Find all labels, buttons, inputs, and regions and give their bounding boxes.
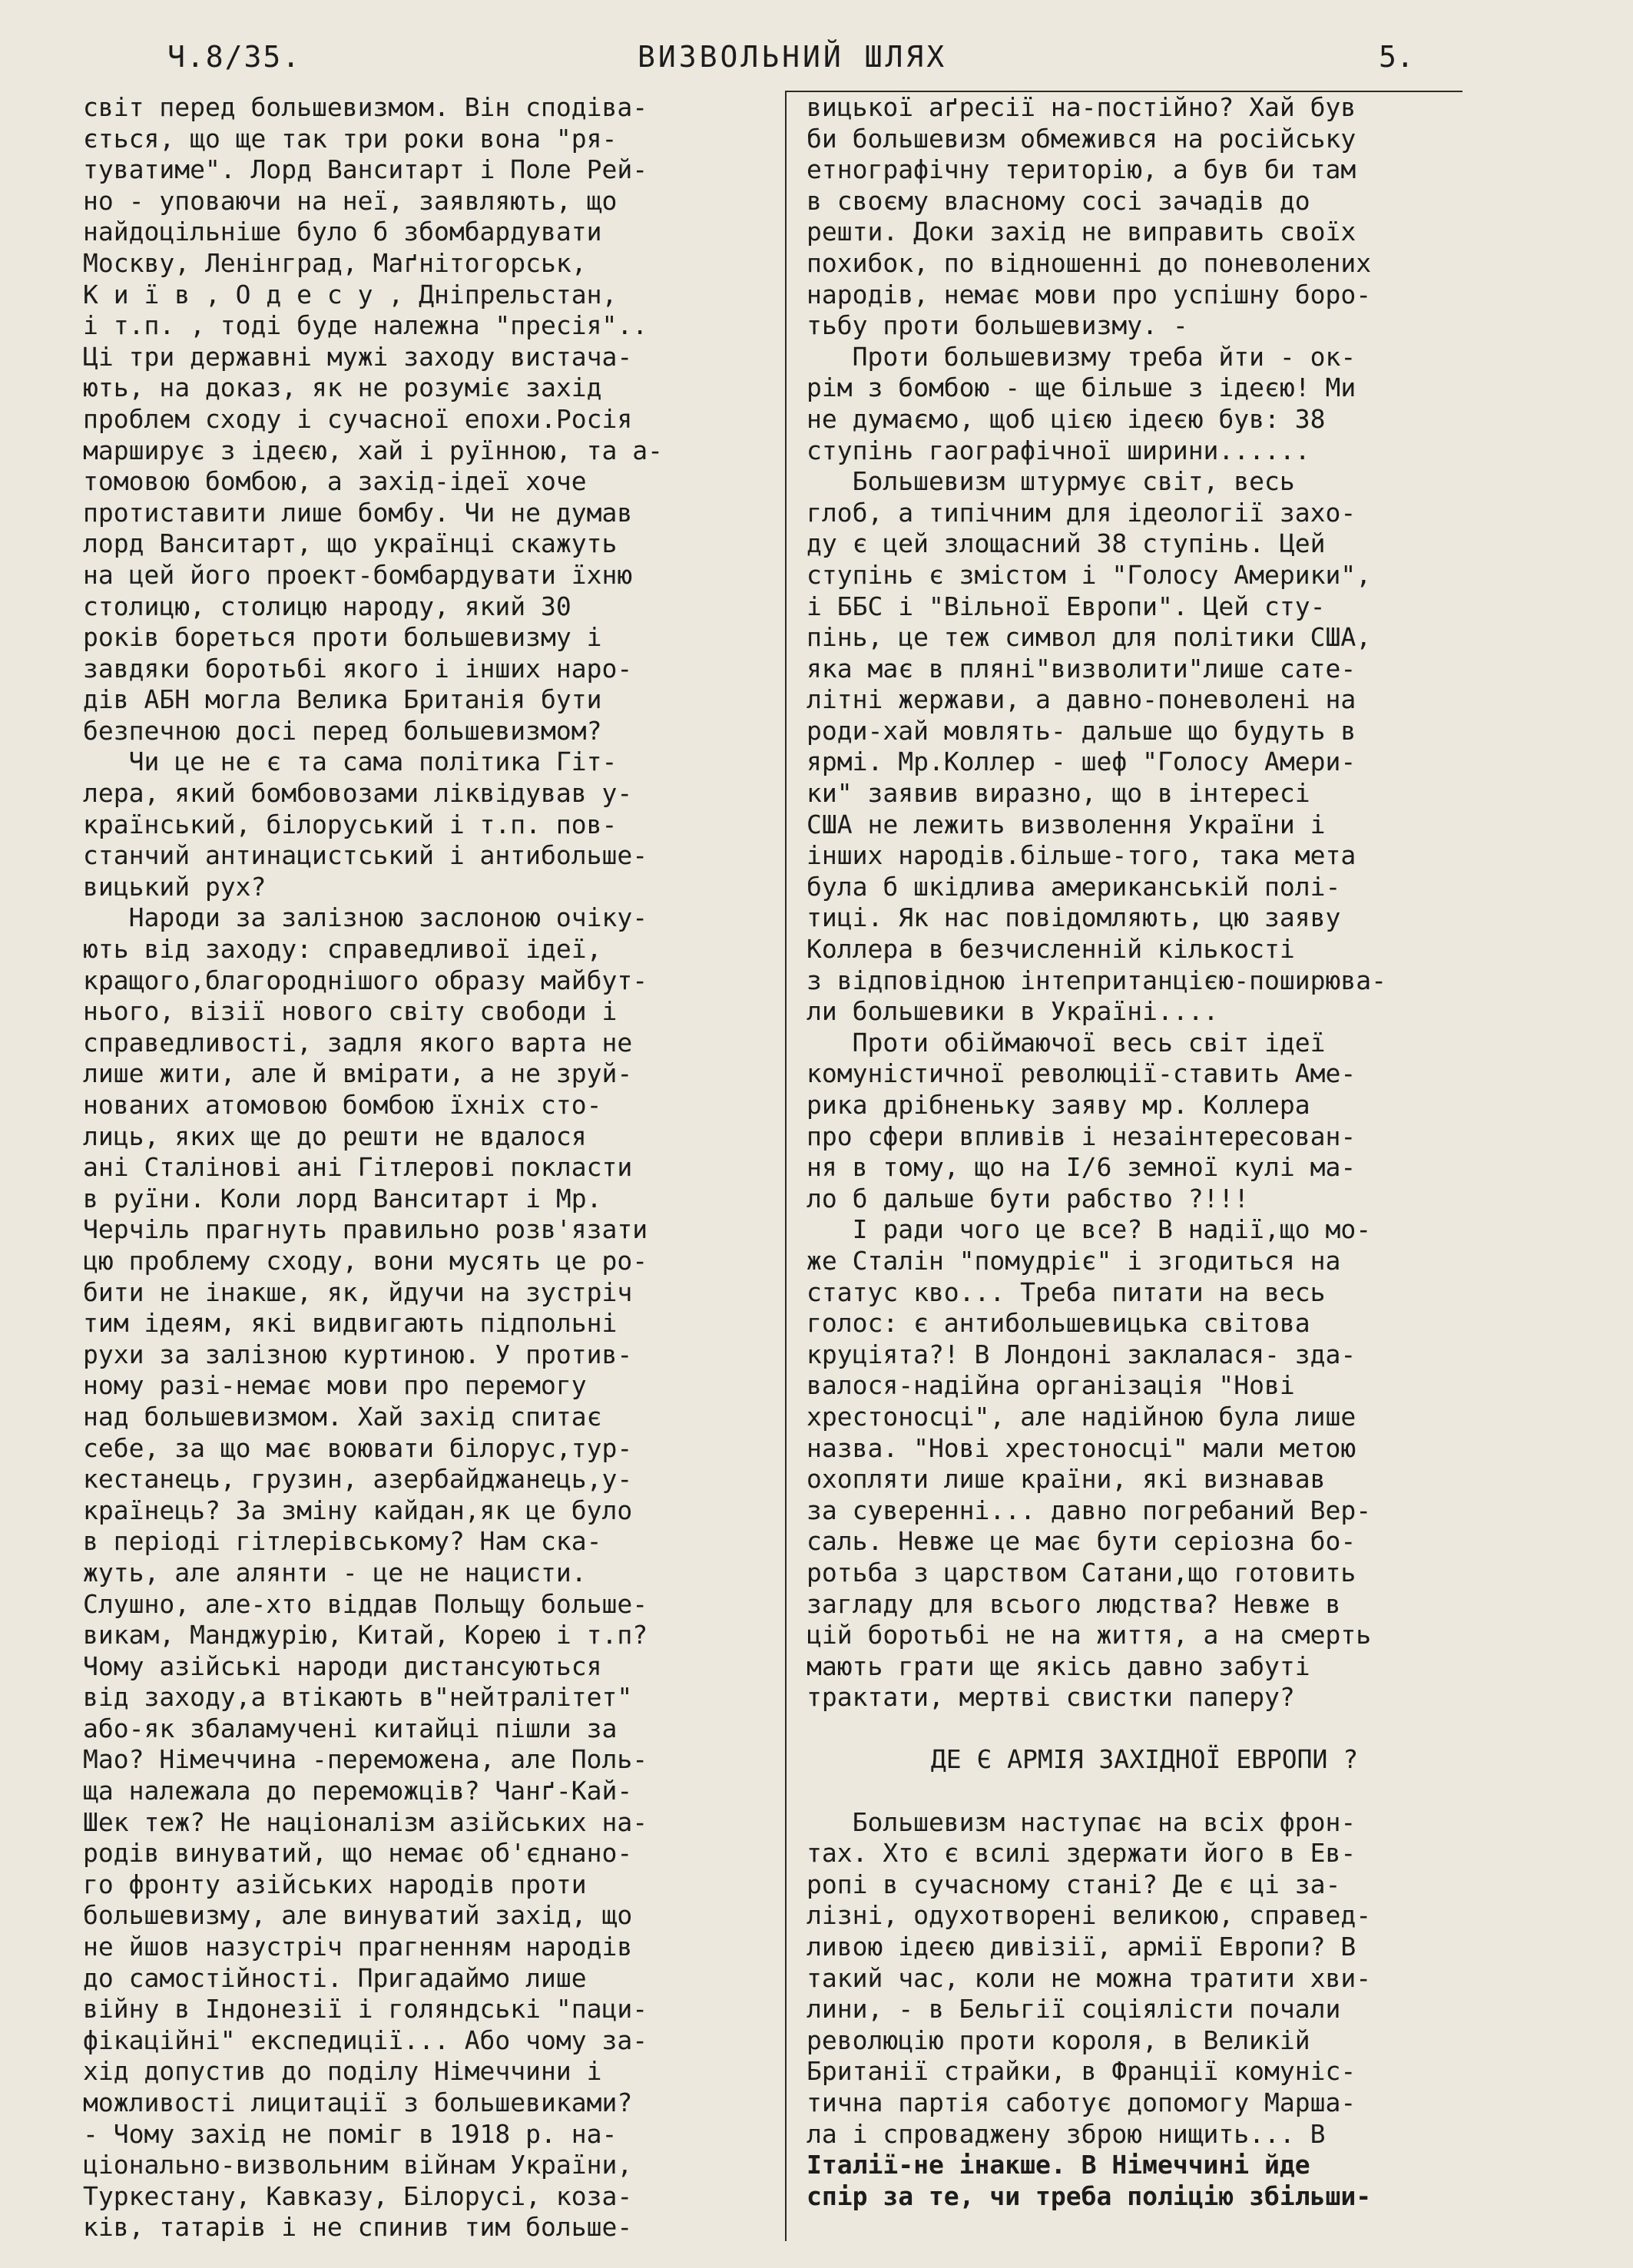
text-line: Чому азійські народи дистансуються: [83, 1651, 602, 1681]
text-line: ло б дальше бути рабство ?!!!: [807, 1183, 1250, 1213]
page-number: 5.: [1379, 40, 1414, 74]
text-line: ступінь є змістом і "Голосу Америки",: [807, 559, 1372, 590]
text-line: проблем сходу і сучасної епохи.Росія: [83, 403, 633, 434]
text-line: ному разі-немає мови про перемогу: [83, 1370, 587, 1401]
text-line: цю проблему сходу, вони мусять це ро-: [83, 1245, 648, 1276]
text-line: не думаємо, щоб цією ідеєю був: 38: [807, 403, 1326, 434]
text-line: глоб, а типічним для ідеології захо-: [807, 497, 1356, 528]
text-line: ступінь гаографічної ширини......: [807, 435, 1310, 465]
text-line: но - уповаючи на неї, заявляють, що: [83, 185, 618, 216]
text-line: над большевизмом. Хай захід спитає: [83, 1401, 602, 1432]
text-line: ла і спроваджену зброю нищить... В: [807, 2118, 1326, 2149]
text-line: Коллера в безчисленній кількості: [807, 934, 1295, 965]
text-line: - Чому захід не поміг в 1918 р. на-: [83, 2118, 618, 2149]
text-line: решти. Доки захід не виправить своїх: [807, 217, 1356, 247]
text-line: же Сталін "помудріє" і згодиться на: [807, 1245, 1341, 1276]
text-line: себе, за що має воювати білорус,тур-: [83, 1432, 633, 1463]
text-line: І ради чого це все? В надії,що мо-: [807, 1214, 1372, 1245]
text-line: ярмі. Мр.Коллер - шеф "Голосу Амери-: [807, 747, 1356, 777]
text-line: назва. "Нові хрестоносці" мали метою: [807, 1432, 1356, 1463]
text-line: вицької аґресії на-постійно? Хай був: [807, 92, 1356, 122]
text-line: голос: є антибольшевицька світова: [807, 1308, 1310, 1339]
text-line: валося-надійна організація "Нові: [807, 1370, 1295, 1401]
text-line: Слушно, але-хто віддав Польщу больше-: [83, 1588, 648, 1619]
text-line: і т.п. , тоді буде належна "пресія"..: [83, 310, 648, 341]
page-header: [0, 40, 1633, 78]
text-line: років бореться проти большевизму і: [83, 622, 602, 653]
text-line: в періоді гітлерівському? Нам ска-: [83, 1526, 602, 1557]
text-line: і ББС і "Вільної Европи". Цей сту-: [807, 591, 1326, 621]
text-line: загладу для всього людства? Невже в: [807, 1588, 1341, 1619]
text-line: протиставити лише бомбу. Чи не думав: [83, 497, 633, 528]
text-line: не йшов назустріч прагненням народів: [83, 1932, 633, 1962]
text-line: можливості лицитації з большевиками?: [83, 2088, 633, 2117]
text-line: ється, що ще так три роки вона "ря-: [83, 123, 618, 154]
text-line: на цей його проект-бомбардувати їхню: [83, 559, 633, 590]
text-line: жуть, але алянти - це не нацисти.: [83, 1557, 587, 1588]
text-line: в руїни. Коли лорд Ванситарт і Мр.: [83, 1183, 602, 1213]
column-divider: [785, 91, 787, 2241]
text-line: ня в тому, що на I/6 земної кулі ма-: [807, 1152, 1356, 1183]
text-line: столицю, столицю народу, який 30: [83, 591, 571, 621]
text-line: Шек теж? Не націоналізм азійських на-: [83, 1806, 648, 1837]
text-line: ротьба з царством Сатани,що готовить: [807, 1557, 1356, 1588]
text-line: би большевизм обмежився на російську: [807, 123, 1356, 154]
text-line: світ перед большевизмом. Він сподіва-: [83, 92, 648, 122]
text-line: Черчіль прагнуть правильно розв'язати: [83, 1214, 648, 1245]
left-column: [83, 92, 767, 2243]
text-line: завдяки боротьбі якого і інших наро-: [83, 653, 633, 684]
text-line: Большевизм наступає на всіх фрон-: [807, 1806, 1356, 1837]
text-line: тьбу проти большевизму. -: [807, 310, 1188, 341]
text-line: хрестоносці", але надійною була лише: [807, 1401, 1356, 1432]
text-line: ропі в сучасному стані? Де є ці за-: [807, 1869, 1341, 1899]
text-line: Туркестану, Кавказу, Білорусі, коза-: [83, 2180, 633, 2211]
text-line: ща належала до переможців? Чанґ-Кай-: [83, 1776, 633, 1806]
text-line: трактати, мертві свистки паперу?: [807, 1682, 1295, 1713]
right-column: [807, 92, 1482, 2212]
text-line: ки" заявив виразно, що в інтересі: [807, 778, 1310, 809]
publication-title: ВИЗВОЛЬНИЙ ШЛЯХ: [638, 40, 948, 74]
text-line: ціонально-визвольним війнам України,: [83, 2150, 633, 2180]
text-line: з відповідною інтепританцією-поширюва-: [807, 965, 1386, 995]
section-heading: ДЕ Є АРМІЯ ЗАХІДНОЇ ЕВРОПИ ?: [930, 1744, 1359, 1775]
text-line: ду є цей злощасний 38 ступінь. Цей: [807, 528, 1326, 559]
text-line: дів АБН могла Велика Британія бути: [83, 684, 602, 715]
text-line: лиць, яких ще до решти не вдалося: [83, 1121, 587, 1151]
text-line: ків, татарів і не спинив тим больше-: [83, 2212, 633, 2243]
text-line: Москву, Ленінград, Маґнітогорськ,: [83, 247, 587, 278]
text-line: в своєму власному сосі зачадів до: [807, 185, 1310, 216]
text-line: революцію проти короля, в Великій: [807, 2025, 1310, 2055]
text-line: Проти большевизму треба йти - ок-: [807, 341, 1356, 372]
text-line: ли большевики в Україні....: [807, 996, 1219, 1027]
text-line: такий час, коли не можна тратити хви-: [807, 1962, 1372, 1993]
issue-number: Ч.8/35.: [167, 40, 302, 74]
text-line: безпечною досі перед большевизмом?: [83, 715, 602, 746]
text-line: країнський, білоруський і т.п. пов-: [83, 809, 618, 839]
text-line: країнець? За зміну кайдан,як це було: [83, 1495, 633, 1525]
text-line: похибок, по відношенні до поневолених: [807, 247, 1372, 278]
text-line: війну в Індонезії і голяндські "паци-: [83, 1994, 648, 2025]
text-line: лізні, одухотворені великою, справед-: [807, 1900, 1372, 1931]
text-line: яка має в пляні"визволити"лише сате-: [807, 653, 1356, 684]
text-line: лера, який бомбовозами ліквідував у-: [83, 778, 633, 809]
text-line: бити не інакше, як, йдучи на зустріч: [83, 1276, 633, 1307]
text-line: Чи це не є та сама політика Гіт-: [83, 747, 618, 777]
text-line: станчий антинацистський і антибольше-: [83, 840, 648, 871]
text-line: туватиме". Лорд Ванситарт і Поле Рей-: [83, 154, 648, 185]
text-line: охопляти лише країни, які визнавав: [807, 1464, 1326, 1495]
text-line: круціята?! В Лондоні заклалася- зда-: [807, 1339, 1356, 1369]
text-line: нованих атомовою бомбою їхніх сто-: [83, 1090, 602, 1120]
text-line: томовою бомбою, а захід-ідеї хоче: [83, 466, 587, 497]
text-line: тична партія саботує допомогу Марша-: [807, 2088, 1356, 2117]
text-line: марширує з ідеєю, хай і руїнною, та а-: [83, 435, 663, 465]
text-line: ють, на доказ, як не розуміє захід: [83, 372, 602, 403]
text-line: лини, - в Бельгії соціялісти почали: [807, 1994, 1341, 2025]
text-line: родів винуватий, що немає об'єднано-: [83, 1838, 633, 1869]
text-line: тах. Хто є всилі здержати його в Ев-: [807, 1838, 1356, 1869]
text-line: комуністичної революції-ставить Аме-: [807, 1058, 1356, 1089]
text-line: за суверенні... давно погребаний Вер-: [807, 1495, 1372, 1525]
text-line: цій боротьбі не на життя, а на смерть: [807, 1620, 1372, 1651]
text-line: літні жержави, а давно-поневолені на: [807, 684, 1356, 715]
text-line: вицький рух?: [83, 871, 267, 902]
text-line: тим ідеям, які видвигають підпольні: [83, 1308, 618, 1339]
text-line: кестанець, грузин, азербайджанець,у-: [83, 1464, 633, 1495]
text-line: рім з бомбою - ще більше з ідеєю! Ми: [807, 372, 1356, 403]
text-line: ливою ідеєю дивізії, армії Европи? В: [807, 1932, 1356, 1962]
text-line: лише жити, але й вмірати, а не зруй-: [83, 1058, 633, 1089]
text-line: кращого,благороднішого образу майбут-: [83, 965, 648, 995]
text-line: етнографічну територію, а був би там: [807, 154, 1356, 185]
text-line: большевизму, але винуватий захід, що: [83, 1900, 633, 1931]
text-line: рика дрібненьку заяву мр. Коллера: [807, 1090, 1310, 1120]
text-line: фікаційні" експедиції... Або чому за-: [83, 2025, 648, 2055]
text-line: найдоцільніше було б збомбардувати: [83, 217, 602, 247]
text-line: до самостійності. Пригадаймо лише: [83, 1962, 587, 1993]
text-line: тиці. Як нас повідомляють, цю заяву: [807, 902, 1341, 933]
text-line: була б шкідлива американській полі-: [807, 871, 1341, 902]
text-line: Народи за залізною заслоною очіку-: [83, 902, 648, 933]
text-line: нього, візії нового світу свободи і: [83, 996, 618, 1027]
text-line: про сфери впливів і незаінтересован-: [807, 1121, 1356, 1151]
text-line: Ці три державні мужі заходу вистача-: [83, 341, 633, 372]
text-line: США не лежить визволення України і: [807, 809, 1326, 839]
text-line: викам, Манджурію, Китай, Корею і т.п?: [83, 1620, 648, 1651]
text-line: роди-хай мовлять- дальше що будуть в: [807, 715, 1356, 746]
text-line: Проти обіймаючої весь світ ідеї: [807, 1027, 1326, 1058]
text-line: народів, немає мови про успішну боро-: [807, 279, 1372, 310]
text-line: пінь, це теж символ для політики США,: [807, 622, 1372, 653]
text-line: ані Сталінові ані Гітлерові покласти: [83, 1152, 633, 1183]
text-line: лорд Ванситарт, що українці скажуть: [83, 528, 618, 559]
text-line: Мао? Німеччина -переможена, але Поль-: [83, 1744, 648, 1775]
text-line: інших народів.більше-того, така мета: [807, 840, 1356, 871]
text-line: Італії-не інакше. В Німеччині йде: [807, 2150, 1310, 2180]
text-line: спір за те, чи треба поліцію збільши-: [807, 2180, 1372, 2211]
text-line: або-як збаламучені китайці пішли за: [83, 1713, 618, 1743]
text-line: ють від заходу: справедливої ідеї,: [83, 934, 602, 965]
text-line: мають грати ще якісь давно забуті: [807, 1651, 1310, 1681]
text-line: хід допустив до поділу Німеччини і: [83, 2056, 602, 2087]
text-line: саль. Невже це має бути серіозна бо-: [807, 1526, 1356, 1557]
text-line: Большевизм штурмує світ, весь: [807, 466, 1295, 497]
text-line: від заходу,а втікають в"нейтралітет": [83, 1682, 633, 1713]
text-line: К и ї в , О д е с у , Дніпрельстан,: [83, 279, 618, 310]
text-line: го фронту азійських народів проти: [83, 1869, 587, 1899]
text-line: статус кво... Треба питати на весь: [807, 1276, 1326, 1307]
text-line: справедливості, задля якого варта не: [83, 1027, 633, 1058]
text-line: Британії страйки, в Франції комуніс-: [807, 2056, 1356, 2087]
text-line: рухи за залізною куртиною. У против-: [83, 1339, 633, 1369]
